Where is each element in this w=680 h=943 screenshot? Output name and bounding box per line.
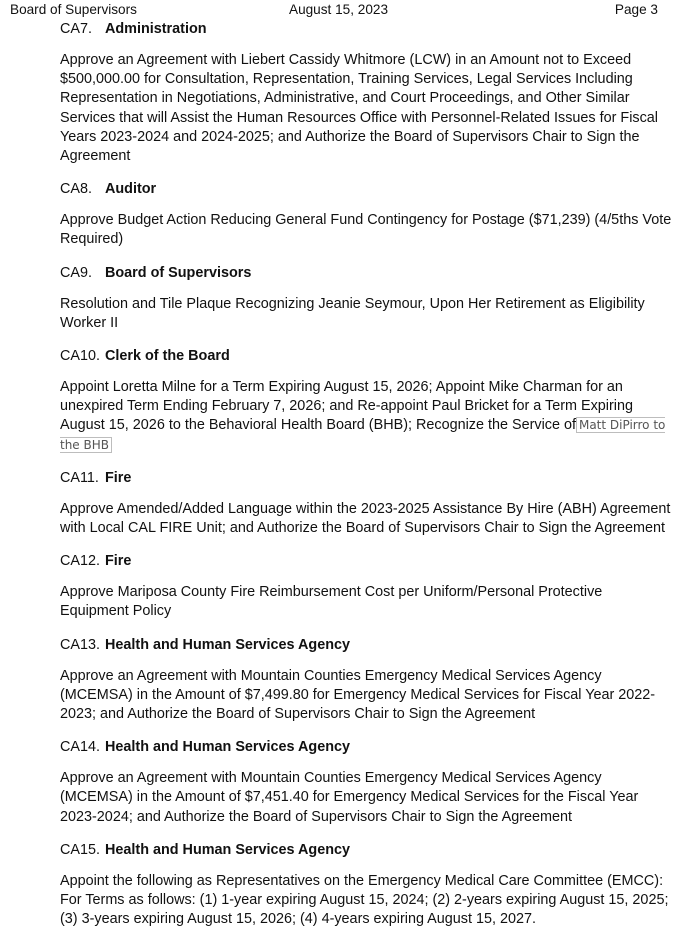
item-number: CA15. <box>60 841 100 858</box>
item-heading <box>60 469 672 488</box>
item-description-text: Approve an Agreement with Liebert Cassidy Whitmore (LCW) in an Amount not to Exceed $500,000.00 for Consultation, Representation, Training Services, Legal Services Including Representation in Negotiations, Administrative, and Court Proceedings, and Other Similar Services that will Assist the Human Resources Office with Personnel-Related Issues for Fiscal Years 2023-2024 and 2024-2025; and Authorize the Board of Supervisors Chair to Sign the Agreement <box>60 52 658 165</box>
item-department: Administration <box>105 21 207 37</box>
item-number: CA9. <box>60 264 92 281</box>
header-meeting-date: August 15, 2023 <box>289 2 389 17</box>
item-heading <box>60 347 672 366</box>
item-number: CA11. <box>60 469 99 486</box>
item-description-text: Approve Budget Action Reducing General Fund Contingency for Postage ($71,239) (4/5ths Vote Required) <box>60 212 672 248</box>
item-description <box>60 378 672 455</box>
item-department: Auditor <box>105 181 157 198</box>
item-description <box>60 872 672 930</box>
item-heading <box>60 180 672 199</box>
item-number: CA13. <box>60 636 100 653</box>
item-number: CA8. <box>60 181 92 198</box>
agenda-item-ca8 <box>60 180 672 249</box>
item-number: CA7. <box>60 21 92 37</box>
item-description <box>60 51 672 166</box>
item-heading <box>60 264 672 283</box>
item-department: Health and Human Services Agency <box>105 739 350 756</box>
agenda-item-ca13 <box>60 636 672 725</box>
agenda-item-ca12 <box>60 552 672 621</box>
item-description <box>60 583 672 621</box>
item-number: CA10. <box>60 348 100 365</box>
item-number: CA12. <box>60 553 100 570</box>
item-heading <box>60 841 672 860</box>
agenda-item-ca11 <box>60 469 672 538</box>
inline-annotation-box[interactable]: Matt DiPirro to the BHB <box>60 418 666 452</box>
agenda-item-ca10 <box>60 347 672 455</box>
item-description-text: Appoint the following as Representatives on the Emergency Medical Care Committee (EMCC): For Terms as follows: (1) 1-year expiring August 15, 2024; (2) 2-years expiring August 15, 2025; (3) 3-years expiring August 15, 2026; (4) 4-years expiring August 15, 2027. <box>60 872 669 928</box>
header-board-name: Board of Supervisors <box>10 2 137 17</box>
item-description <box>60 295 672 333</box>
agenda-item-ca7 <box>60 20 672 166</box>
item-description-text: Appoint Loretta Milne for a Term Expiring August 15, 2026; Appoint Mike Charman for an unexpired Term Ending February 7, 2026; and Re-appoint Paul Bricket for a Term Expiring August 15, 2026 to the Behavioral Health Board (BHB); Recognize the Service of <box>60 379 634 434</box>
item-description <box>60 769 672 827</box>
agenda-consent-items <box>60 20 672 943</box>
item-department: Health and Human Services Agency <box>105 841 350 858</box>
item-description-text: Resolution and Tile Plaque Recognizing Jeanie Seymour, Upon Her Retirement as Eligibility Worker II <box>60 295 645 331</box>
agenda-item-ca9 <box>60 264 672 333</box>
agenda-item-ca15 <box>60 841 672 930</box>
item-description-text: Approve Amended/Added Language within the 2023-2025 Assistance By Hire (ABH) Agreement with Local CAL FIRE Unit; and Authorize the Board of Supervisors Chair to Sign the Agreement <box>60 500 671 537</box>
agenda-item-ca14 <box>60 738 672 827</box>
item-description <box>60 667 672 725</box>
item-description-text: Approve Mariposa County Fire Reimbursement Cost per Uniform/Personal Protective Equipment Policy <box>60 584 603 620</box>
item-heading <box>60 636 672 655</box>
item-department: Clerk of the Board <box>105 348 230 365</box>
item-heading <box>60 738 672 757</box>
item-heading <box>60 552 672 571</box>
item-description <box>60 500 672 538</box>
item-department: Fire <box>105 553 132 570</box>
item-description-text: Approve an Agreement with Mountain Counties Emergency Medical Services Agency (MCEMSA) in the Amount of $7,451.40 for Emergency Medical Services for the Fiscal Year 2023-2024; and Authorize the Board of Supervisors Chair to Sign the Agreement <box>60 770 639 825</box>
item-department: Board of Supervisors <box>105 264 252 281</box>
item-number: CA14. <box>60 739 100 756</box>
item-department: Fire <box>105 469 132 486</box>
header-page-number: Page 3 <box>614 2 658 17</box>
item-description-text: Approve an Agreement with Mountain Counties Emergency Medical Services Agency (MCEMSA) in the Amount of $7,499.80 for Emergency Medical Services for Fiscal Year 2022-2023; and Authorize the Board of Supervisors Chair to Sign the Agreement <box>60 667 656 723</box>
item-description <box>60 211 672 249</box>
item-heading <box>60 20 672 39</box>
page-header <box>10 1 658 19</box>
item-department: Health and Human Services Agency <box>105 636 350 653</box>
